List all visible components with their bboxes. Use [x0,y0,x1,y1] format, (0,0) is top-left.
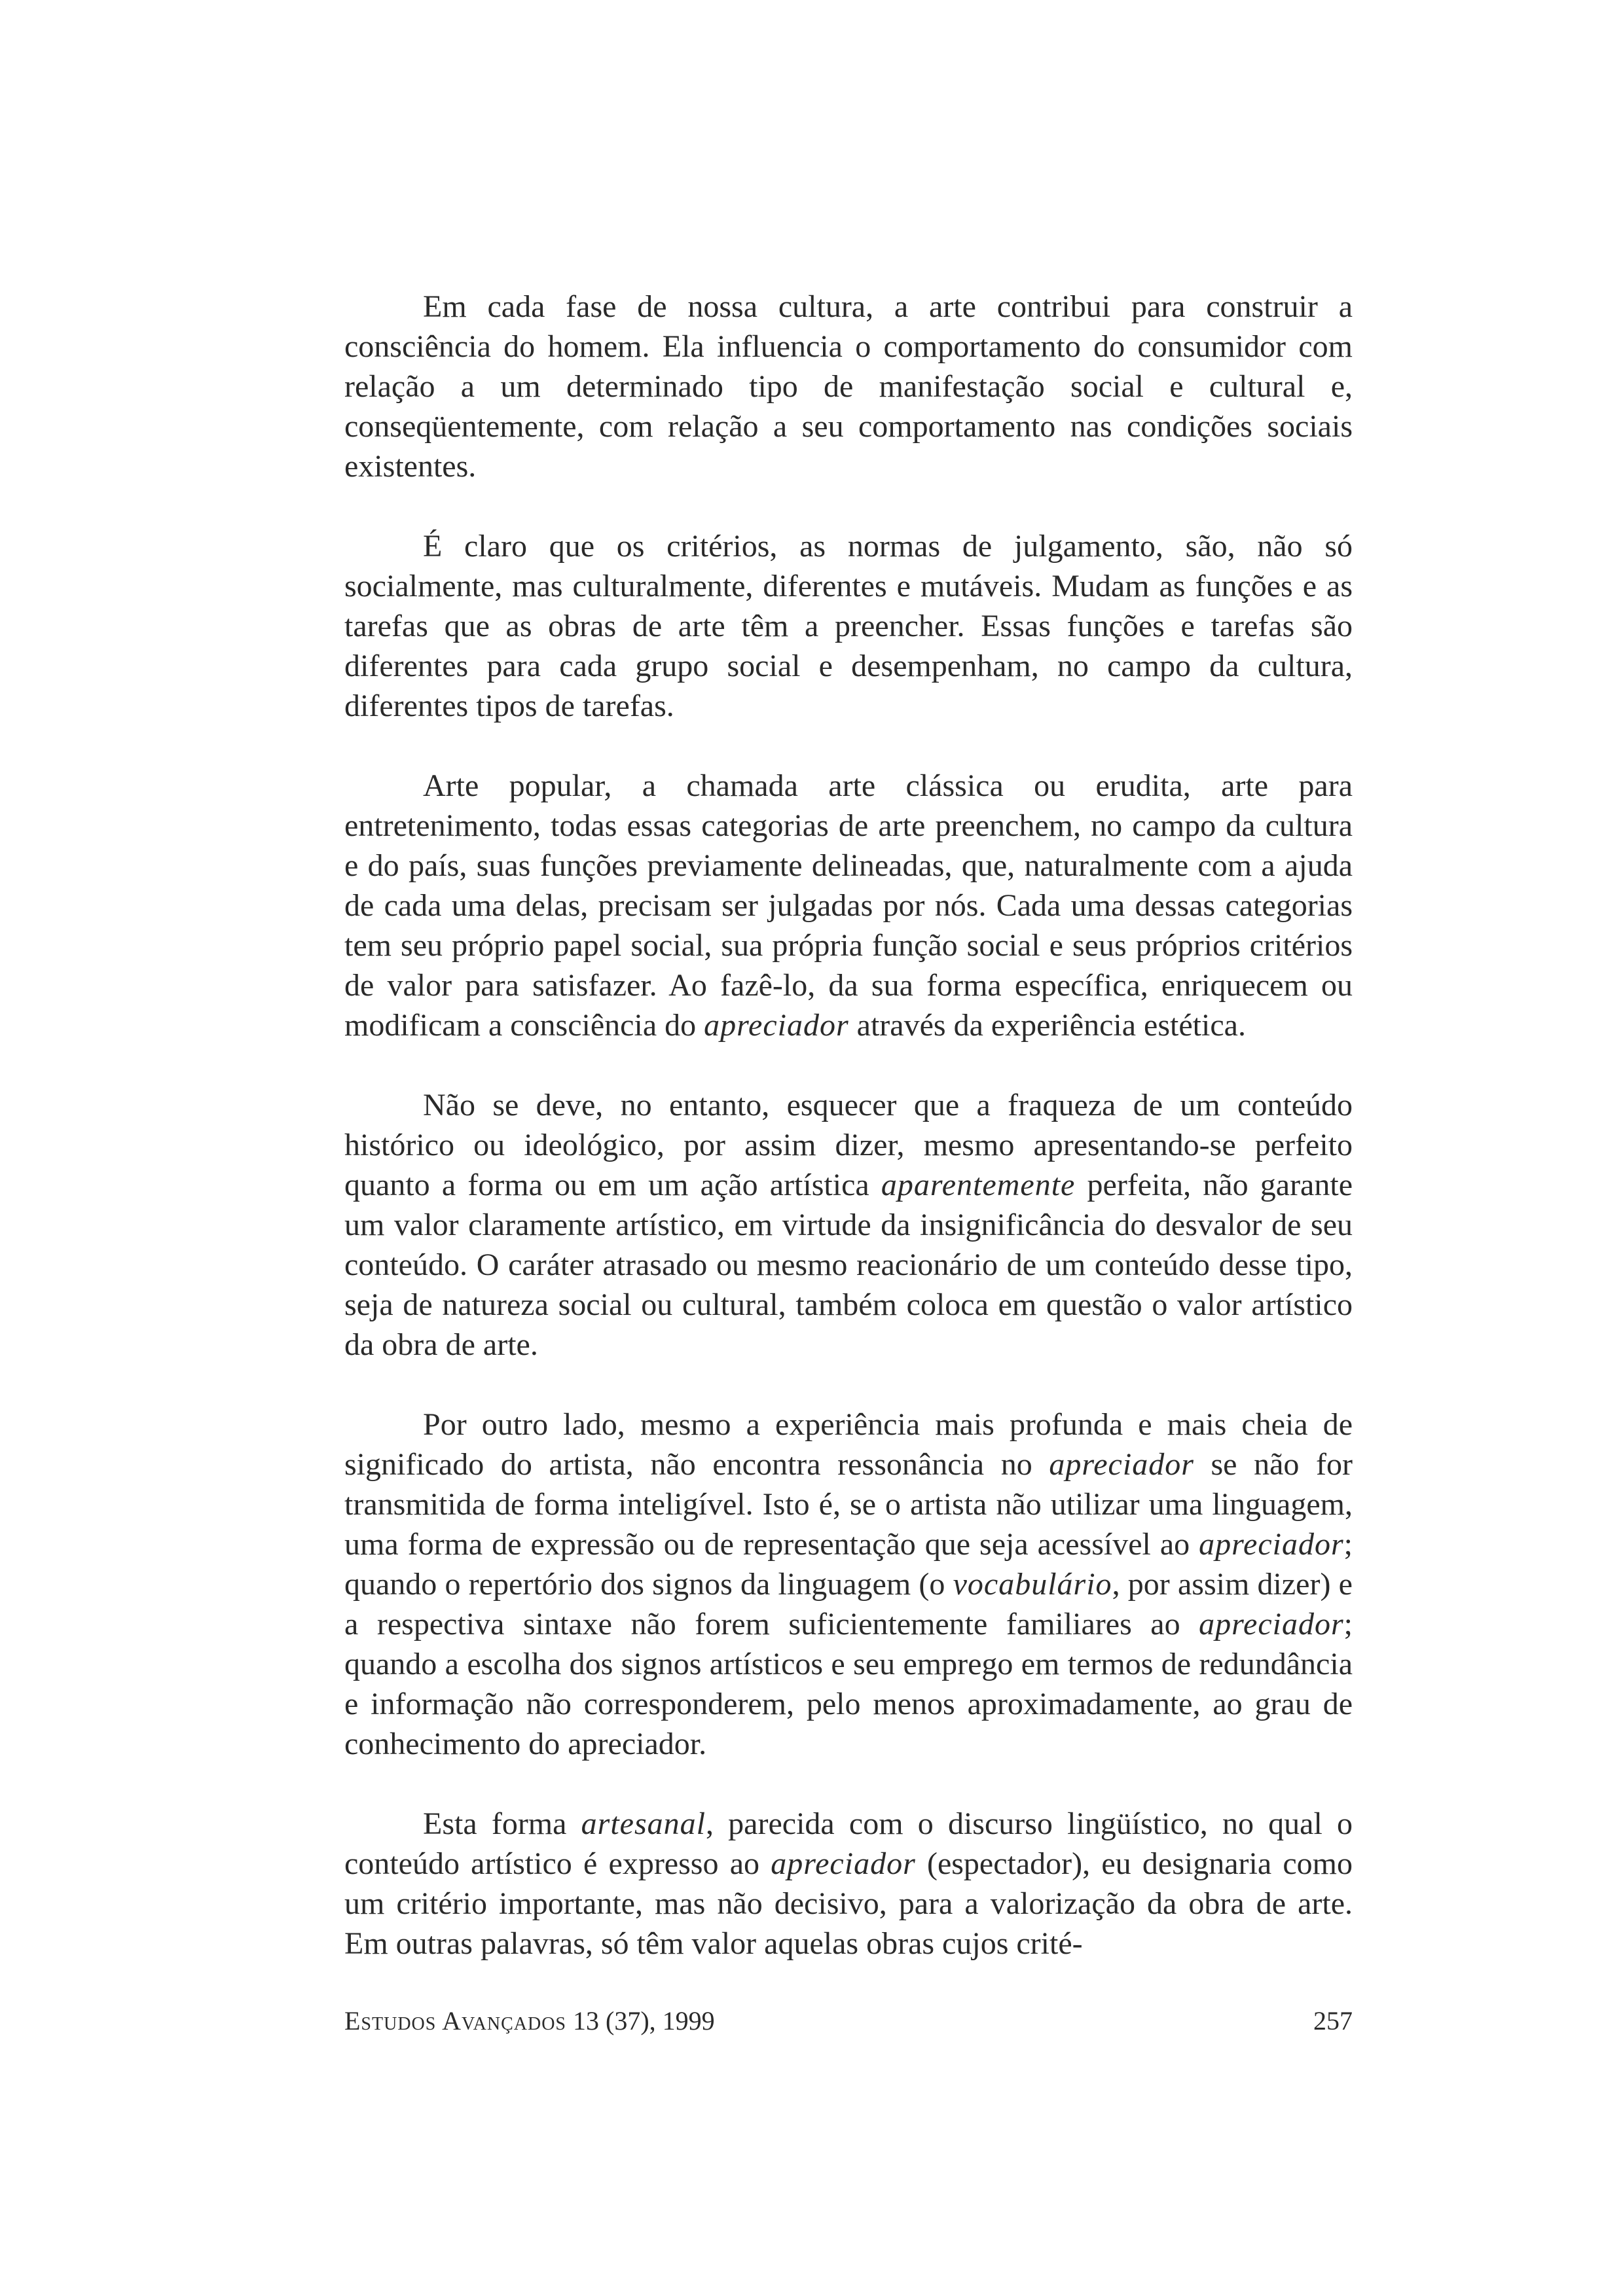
paragraph-2 [344,526,1353,726]
text-run: perfeita, não garante um valor claramente artístico, em virtude da insignificância do desvalor de seu conteúdo. O caráter atrasado ou mesmo reacionário de um conteúdo desse tipo, seja de natureza social ou cultural, também coloca em questão o valor artístico da obra de arte. [344,1168,1353,1362]
italic-term: vocabulário [953,1567,1112,1602]
text-run: ; quando a escolha dos signos artísticos e seu emprego em termos de redundância e informação não corresponderem, pelo menos aproximadamente, ao grau de conhecimento do apreciador. [344,1607,1353,1761]
italic-term: apreciador [1199,1527,1344,1562]
italic-term: apreciador [1199,1607,1344,1641]
paragraph-4 [344,1085,1353,1365]
italic-term: apreciador [704,1008,849,1043]
journal-issue: 13 (37), 1999 [573,2006,715,2036]
text-run: através da experiência estética. [848,1008,1246,1043]
text-run: (espectador), eu designaria como um critério importante, mas não decisivo, para a valorização da obra de arte. Em outras palavras, só têm valor aquelas obras cujos crité- [344,1846,1353,1961]
text-run: , parecida com o discurso lingüístico, no qual o conteúdo artístico é expresso ao [344,1806,1353,1881]
text-run: Por outro lado, mesmo a experiência mais profunda e mais cheia de significado do artista, não encontra ressonância no [344,1407,1353,1482]
text-run: , por assim dizer) e a respectiva sintaxe não forem suficientemente familiares ao [344,1567,1353,1641]
journal-title: Estudos Avançados [344,2006,566,2036]
italic-term: aparentemente [881,1168,1076,1202]
paragraph-6 [344,1804,1353,1964]
article-body [344,287,1353,1964]
italic-term: apreciador [1049,1447,1194,1482]
paragraph-5 [344,1405,1353,1764]
text-run: Esta forma [423,1806,581,1841]
italic-term: artesanal [581,1806,706,1841]
text-run: Arte popular, a chamada arte clássica ou erudita, arte para entretenimento, todas essas categorias de arte preenchem, no campo da cultura e do país, suas funções previamente delineadas, que, naturalmente com a ajuda de cada uma delas, precisam ser julgadas por nós. Cada uma dessas categorias tem seu próprio papel social, sua própria função social e seus próprios critérios de valor para satisfazer. Ao fazê-lo, da sua forma específica, enriquecem ou modificam a consciência do [344,768,1353,1043]
text-run: Não se deve, no entanto, esquecer que a fraqueza de um conteúdo histórico ou ideológico, por assim dizer, mesmo apresentando-se perfeito quanto a forma ou em um ação artística [344,1088,1353,1202]
paragraph-3 [344,766,1353,1045]
text-run: É claro que os critérios, as normas de julgamento, são, não só socialmente, mas culturalmente, diferentes e mutáveis. Mudam as funções e as tarefas que as obras de arte têm a preencher. Essas funções e tarefas são diferentes para cada grupo social e desempenham, no campo da cultura, diferentes tipos de tarefas. [344,529,1353,723]
italic-term: apreciador [771,1846,916,1881]
text-run: ; quando o repertório dos signos da linguagem (o [344,1527,1353,1602]
paragraph-1 [344,287,1353,486]
text-run: se não for transmitida de forma inteligível. Isto é, se o artista não utilizar uma linguagem, uma forma de expressão ou de representação que seja acessível ao [344,1447,1353,1562]
journal-citation [344,2005,715,2037]
text-run: Em cada fase de nossa cultura, a arte contribui para construir a consciência do homem. Ela influencia o comportamento do consumidor com relação a um determinado tipo de manifestação social e cultural e, conseqüentemente, com relação a seu comportamento nas condições sociais existentes. [344,289,1353,484]
running-footer [344,2005,1353,2037]
page-number: 257 [1313,2006,1353,2036]
